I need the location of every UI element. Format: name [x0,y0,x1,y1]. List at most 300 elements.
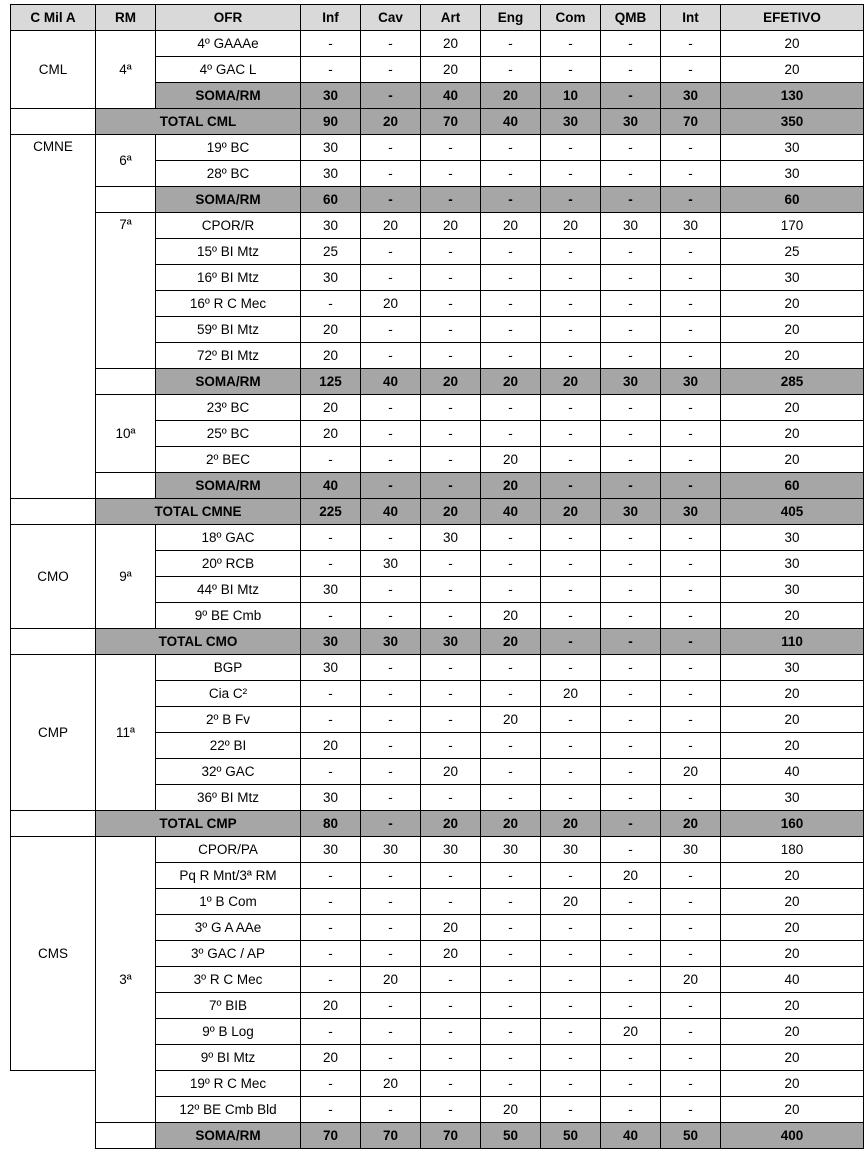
ofr-cell: 18º GAC [156,525,301,551]
value-cell: - [481,759,541,785]
value-cell: - [421,421,481,447]
value-cell: - [661,603,721,629]
value-cell: 30 [481,837,541,863]
value-cell: 20 [421,57,481,83]
value-cell: - [481,889,541,915]
value-cell: - [301,863,361,889]
value-cell: - [661,473,721,499]
value-cell: - [481,187,541,213]
value-cell: - [481,161,541,187]
command-cell: CML [11,31,96,109]
value-cell: - [481,31,541,57]
value-cell: 50 [541,1123,601,1149]
value-cell: - [361,31,421,57]
value-cell: - [421,733,481,759]
rm-cell-blank [96,369,156,395]
value-cell: 20 [481,629,541,655]
value-cell: 20 [481,83,541,109]
header-cell: EFETIVO [721,5,864,31]
value-cell: - [541,941,601,967]
value-cell: - [541,421,601,447]
value-cell: 20 [421,759,481,785]
value-cell: - [481,967,541,993]
value-cell: 20 [301,421,361,447]
value-cell: 30 [421,629,481,655]
efetivo-cell: 285 [721,369,864,395]
value-cell: - [361,135,421,161]
value-cell: - [661,681,721,707]
value-cell: - [601,57,661,83]
value-cell: - [661,733,721,759]
value-cell: - [301,889,361,915]
value-cell: - [541,1019,601,1045]
value-cell: - [661,161,721,187]
value-cell: 20 [481,603,541,629]
total-row [11,109,864,135]
value-cell: 80 [301,811,361,837]
value-cell: - [541,57,601,83]
value-cell: 20 [541,889,601,915]
value-cell: - [361,681,421,707]
value-cell: - [541,317,601,343]
value-cell: - [421,317,481,343]
ofr-cell: CPOR/PA [156,837,301,863]
value-cell: 40 [361,499,421,525]
rm-cell: 7ª [96,213,156,369]
value-cell: - [361,785,421,811]
value-cell: - [361,811,421,837]
ofr-cell: 59º BI Mtz [156,317,301,343]
efetivo-cell: 160 [721,811,864,837]
total-label: TOTAL CMNE [96,499,301,525]
value-cell: 30 [541,837,601,863]
ofr-cell: 4º GAAAe [156,31,301,57]
value-cell: 20 [541,811,601,837]
value-cell: 30 [301,265,361,291]
value-cell: 20 [481,213,541,239]
value-cell: - [541,967,601,993]
value-cell: 20 [481,369,541,395]
header-cell: Eng [481,5,541,31]
soma-row [11,369,864,395]
command-cell: CMNE [11,135,96,499]
ofr-cell: 3º G A AAe [156,915,301,941]
value-cell: 40 [361,369,421,395]
value-cell: 90 [301,109,361,135]
value-cell: - [361,343,421,369]
value-cell: - [601,83,661,109]
value-cell: - [421,551,481,577]
value-cell: 30 [601,499,661,525]
value-cell: 30 [661,213,721,239]
value-cell: - [481,317,541,343]
efetivo-cell: 170 [721,213,864,239]
value-cell: 60 [301,187,361,213]
total-row [11,499,864,525]
value-cell: - [541,785,601,811]
ofr-cell: 16º R C Mec [156,291,301,317]
value-cell: - [541,473,601,499]
rm-cell: 4ª [96,31,156,109]
value-cell: - [481,421,541,447]
efetivo-cell: 130 [721,83,864,109]
total-label: TOTAL CMO [96,629,301,655]
value-cell: 30 [661,83,721,109]
value-cell: 40 [301,473,361,499]
total-label: TOTAL CML [96,109,301,135]
value-cell: - [361,57,421,83]
header-row [11,5,864,31]
value-cell: - [661,551,721,577]
value-cell: - [661,707,721,733]
value-cell: 20 [481,1097,541,1123]
value-cell: - [541,655,601,681]
value-cell: - [481,1045,541,1071]
efetivo-cell: 20 [721,291,864,317]
value-cell: - [361,421,421,447]
value-cell: - [541,1097,601,1123]
value-cell: - [481,655,541,681]
unit-row [11,655,864,681]
value-cell: 10 [541,83,601,109]
value-cell: - [421,655,481,681]
efetivo-cell: 30 [721,785,864,811]
table-body [11,5,864,1149]
ofr-cell: 7º BIB [156,993,301,1019]
value-cell: - [361,447,421,473]
value-cell: - [661,239,721,265]
value-cell: - [541,239,601,265]
ofr-cell: 1º B Com [156,889,301,915]
ofr-cell: SOMA/RM [156,83,301,109]
value-cell: - [421,707,481,733]
value-cell: - [421,239,481,265]
value-cell: 20 [541,213,601,239]
efetivo-cell: 20 [721,993,864,1019]
value-cell: - [421,343,481,369]
value-cell: - [361,317,421,343]
soma-row [11,1123,864,1149]
total-spacer [11,109,96,135]
value-cell: - [301,57,361,83]
value-cell: 40 [601,1123,661,1149]
ofr-cell: 36º BI Mtz [156,785,301,811]
efetivo-cell: 30 [721,655,864,681]
value-cell: - [481,915,541,941]
value-cell: - [421,967,481,993]
value-cell: - [421,473,481,499]
header-cell: Cav [361,5,421,31]
value-cell: 30 [661,499,721,525]
value-cell: - [421,1071,481,1097]
value-cell: - [481,525,541,551]
value-cell: - [541,447,601,473]
value-cell: - [661,785,721,811]
rm-cell: 11ª [96,655,156,811]
value-cell: - [421,889,481,915]
value-cell: 20 [421,811,481,837]
efetivo-cell: 30 [721,161,864,187]
value-cell: 20 [481,447,541,473]
header-cell: Com [541,5,601,31]
value-cell: - [601,473,661,499]
empty-cell [11,1071,96,1149]
ofr-cell: 22º BI [156,733,301,759]
efetivo-cell: 20 [721,317,864,343]
value-cell: - [661,889,721,915]
value-cell: - [541,915,601,941]
value-cell: - [661,655,721,681]
ofr-cell: 19º R C Mec [156,1071,301,1097]
value-cell: - [481,395,541,421]
efetivo-cell: 20 [721,707,864,733]
header-cell: OFR [156,5,301,31]
efetivo-cell: 400 [721,1123,864,1149]
value-cell: 30 [661,369,721,395]
value-cell: - [661,1097,721,1123]
value-cell: - [601,967,661,993]
value-cell: - [541,161,601,187]
efetivo-cell: 30 [721,577,864,603]
value-cell: - [361,161,421,187]
total-label: TOTAL CMP [96,811,301,837]
value-cell: - [361,577,421,603]
header-cell: Art [421,5,481,31]
ofr-cell: Pq R Mnt/3ª RM [156,863,301,889]
value-cell: - [661,915,721,941]
value-cell: - [421,265,481,291]
value-cell: 20 [421,213,481,239]
value-cell: - [301,759,361,785]
value-cell: - [361,915,421,941]
ofr-cell: SOMA/RM [156,369,301,395]
ofr-cell: SOMA/RM [156,473,301,499]
value-cell: 30 [301,135,361,161]
total-spacer [11,811,96,837]
value-cell: - [601,31,661,57]
value-cell: - [601,421,661,447]
value-cell: 30 [421,525,481,551]
value-cell: - [541,395,601,421]
value-cell: - [481,343,541,369]
header-cell: C Mil A [11,5,96,31]
value-cell: 20 [361,213,421,239]
total-row [11,811,864,837]
value-cell: 20 [481,473,541,499]
ofr-cell: 12º BE Cmb Bld [156,1097,301,1123]
value-cell: - [601,707,661,733]
value-cell: 20 [421,499,481,525]
ofr-cell: 2º B Fv [156,707,301,733]
value-cell: - [421,161,481,187]
ofr-cell: 9º BI Mtz [156,1045,301,1071]
value-cell: 20 [481,707,541,733]
total-spacer [11,629,96,655]
efetivo-cell: 20 [721,1045,864,1071]
efetivo-cell: 30 [721,551,864,577]
header-cell: QMB [601,5,661,31]
value-cell: 20 [421,941,481,967]
efetivo-cell: 20 [721,733,864,759]
total-row [11,629,864,655]
value-cell: - [481,57,541,83]
rm-cell: 10ª [96,395,156,473]
value-cell: - [661,863,721,889]
ofr-cell: 16º BI Mtz [156,265,301,291]
value-cell: - [361,759,421,785]
value-cell: - [661,395,721,421]
header-cell: RM [96,5,156,31]
value-cell: - [601,993,661,1019]
value-cell: 30 [361,837,421,863]
value-cell: 20 [361,967,421,993]
value-cell: - [481,551,541,577]
efetivo-cell: 20 [721,681,864,707]
value-cell: 20 [661,759,721,785]
value-cell: - [601,525,661,551]
value-cell: - [541,291,601,317]
value-cell: 20 [421,369,481,395]
value-cell: - [481,993,541,1019]
efetivo-cell: 20 [721,57,864,83]
value-cell: - [541,31,601,57]
ofr-cell: 9º BE Cmb [156,603,301,629]
value-cell: 20 [661,967,721,993]
value-cell: 40 [421,83,481,109]
efetivo-cell: 20 [721,1019,864,1045]
total-spacer [11,499,96,525]
value-cell: 30 [301,785,361,811]
efetivo-cell: 20 [721,395,864,421]
value-cell: - [421,135,481,161]
efetivo-cell: 20 [721,603,864,629]
value-cell: - [601,1071,661,1097]
value-cell: - [361,265,421,291]
value-cell: - [301,1097,361,1123]
value-cell: 30 [601,213,661,239]
value-cell: - [541,187,601,213]
value-cell: - [661,291,721,317]
value-cell: - [541,135,601,161]
efetivo-cell: 60 [721,187,864,213]
ofr-cell: 15º BI Mtz [156,239,301,265]
soma-row [11,473,864,499]
value-cell: 40 [481,499,541,525]
value-cell: - [421,1019,481,1045]
ofr-cell: 9º B Log [156,1019,301,1045]
value-cell: 30 [661,837,721,863]
value-cell: - [601,317,661,343]
value-cell: - [541,733,601,759]
value-cell: - [361,1019,421,1045]
value-cell: - [361,603,421,629]
efetivo-cell: 30 [721,525,864,551]
value-cell: - [301,603,361,629]
value-cell: - [301,1071,361,1097]
value-cell: - [661,1071,721,1097]
value-cell: 70 [421,1123,481,1149]
value-cell: 20 [541,369,601,395]
value-cell: - [601,291,661,317]
value-cell: - [661,265,721,291]
value-cell: - [601,733,661,759]
value-cell: - [481,577,541,603]
value-cell: - [601,603,661,629]
value-cell: - [301,915,361,941]
efetivo-cell: 30 [721,135,864,161]
command-cell: CMO [11,525,96,629]
value-cell: - [601,915,661,941]
efetivo-cell: 20 [721,447,864,473]
value-cell: - [481,291,541,317]
ofr-cell: 2º BEC [156,447,301,473]
efetivo-cell: 20 [721,343,864,369]
rm-cell: 9ª [96,525,156,629]
value-cell: - [601,577,661,603]
rm-cell: 3ª [96,837,156,1123]
value-cell: - [301,941,361,967]
value-cell: - [481,1071,541,1097]
value-cell: - [481,785,541,811]
value-cell: - [301,681,361,707]
value-cell: - [361,1045,421,1071]
unit-row [11,213,864,239]
value-cell: - [421,603,481,629]
value-cell: - [661,993,721,1019]
value-cell: - [301,551,361,577]
value-cell: 20 [361,109,421,135]
value-cell: 20 [361,1071,421,1097]
value-cell: - [361,707,421,733]
value-cell: 20 [301,343,361,369]
value-cell: - [601,395,661,421]
value-cell: 30 [601,109,661,135]
value-cell: 30 [301,837,361,863]
value-cell: 20 [541,499,601,525]
value-cell: 20 [301,317,361,343]
value-cell: 50 [481,1123,541,1149]
value-cell: - [361,187,421,213]
efetivo-cell: 30 [721,265,864,291]
value-cell: - [601,681,661,707]
value-cell: - [601,1097,661,1123]
value-cell: - [661,525,721,551]
value-cell: 20 [421,915,481,941]
value-cell: - [601,161,661,187]
value-cell: - [601,551,661,577]
value-cell: - [601,655,661,681]
value-cell: 30 [301,577,361,603]
value-cell: - [601,785,661,811]
value-cell: - [661,941,721,967]
value-cell: - [661,421,721,447]
value-cell: 30 [301,161,361,187]
value-cell: 20 [421,31,481,57]
ofr-cell: 3º R C Mec [156,967,301,993]
unit-row [11,837,864,863]
efetivo-cell: 20 [721,889,864,915]
value-cell: - [361,941,421,967]
value-cell: - [421,291,481,317]
command-cell: CMP [11,655,96,811]
value-cell: 20 [541,681,601,707]
ofr-cell: SOMA/RM [156,1123,301,1149]
unit-row [11,525,864,551]
value-cell: 20 [301,733,361,759]
value-cell: 20 [601,863,661,889]
value-cell: - [601,239,661,265]
soma-row [11,187,864,213]
